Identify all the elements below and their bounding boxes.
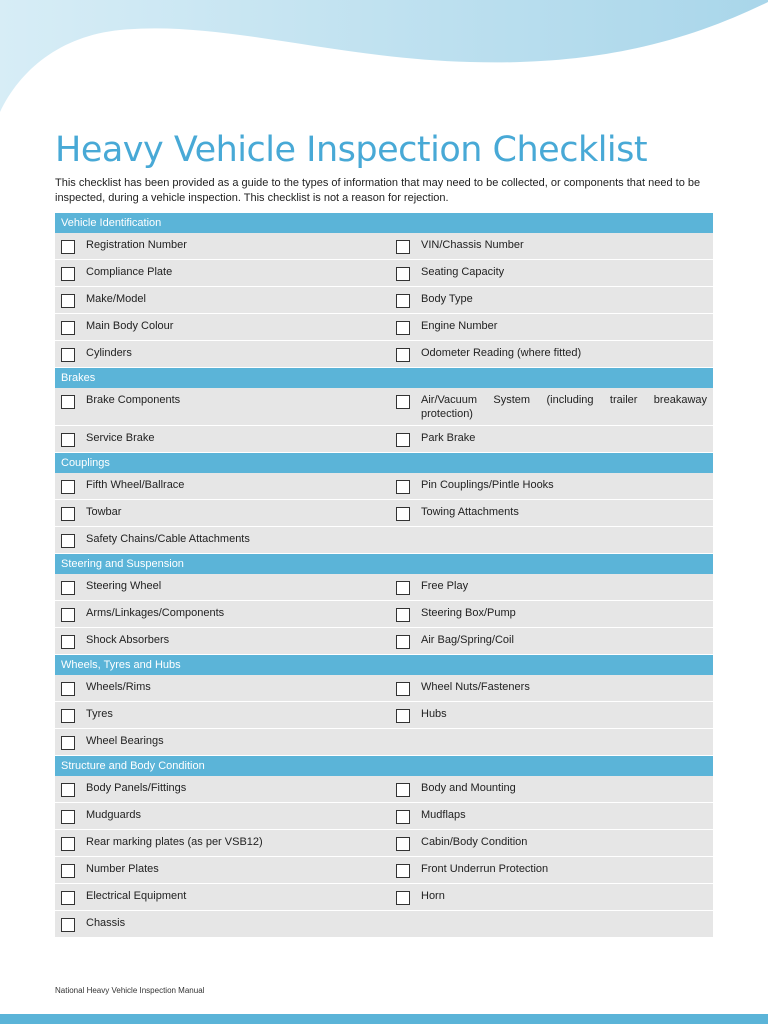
checklist-item-label: Registration Number [86,239,187,251]
checklist-item [390,628,713,654]
checklist-item-label: VIN/Chassis Number [421,239,524,251]
checkbox[interactable] [396,507,410,521]
checklist-item-label: Brake Components [86,394,181,406]
checklist-item [390,803,713,829]
checkbox[interactable] [396,783,410,797]
checkbox[interactable] [61,709,75,723]
checklist-row [55,341,713,368]
checklist-item-label: Compliance Plate [86,266,173,278]
checklist-item [390,527,713,553]
checklist-item-label: Electrical Equipment [86,890,187,902]
checklist-item-label: Cabin/Body Condition [421,836,528,848]
checklist-item [55,803,390,829]
checklist-item-label: Air/Vacuum System (including trailer breakaway protection) [421,394,707,420]
checkbox[interactable] [396,837,410,851]
checklist-item [390,702,713,728]
checkbox[interactable] [396,810,410,824]
checklist-row [55,857,713,884]
checkbox[interactable] [61,240,75,254]
checklist-item [55,857,390,883]
checklist-item [390,675,713,701]
intro-text: This checklist has been provided as a guide to the types of information that may need to be collected, or components that need to be inspected, during a vehicle inspection. This checklist is not a reason for rejection. [55,177,701,204]
checkbox[interactable] [61,918,75,932]
checklist-item [390,729,713,755]
checkbox[interactable] [61,433,75,447]
checklist-item [55,473,390,499]
checkbox[interactable] [396,480,410,494]
checklist-item [390,388,713,425]
checklist-item-label: Cylinders [86,347,132,359]
checklist-item-label: Make/Model [86,293,146,305]
checkbox[interactable] [61,736,75,750]
checklist-row [55,601,713,628]
checklist-row [55,911,713,938]
checklist-row [55,830,713,857]
checklist-item-label: Number Plates [86,863,159,875]
checkbox[interactable] [61,810,75,824]
checkbox[interactable] [61,682,75,696]
checkbox[interactable] [61,294,75,308]
checklist-item-label: Hubs [421,708,447,720]
checklist-item-label: Arms/Linkages/Components [86,607,225,619]
checkbox[interactable] [61,534,75,548]
checklist-item-label: Body Panels/Fittings [86,782,187,794]
checklist-item [390,830,713,856]
section-header: Structure and Body Condition [55,756,713,776]
checklist-item-label: Chassis [86,917,126,929]
checklist-item-label: Park Brake [421,432,476,444]
checklist-row [55,702,713,729]
checklist-item-label: Steering Wheel [86,580,162,592]
checklist-item-label: Wheel Bearings [86,735,164,747]
checkbox[interactable] [396,608,410,622]
checklist-item [55,500,390,526]
checklist-item [390,601,713,627]
checklist-item [55,260,390,286]
checklist-item [55,426,390,452]
checklist-row [55,233,713,260]
footer-text: National Heavy Vehicle Inspection Manual [55,986,205,995]
checklist-item-label: Body and Mounting [421,782,516,794]
checkbox[interactable] [61,395,75,409]
checkbox[interactable] [61,348,75,362]
checklist-item-label: Towing Attachments [421,506,519,518]
checklist-item [390,884,713,910]
checklist-item [55,911,390,937]
checklist-item [55,574,390,600]
checklist-item-label: Seating Capacity [421,266,505,278]
checklist-item [55,776,390,802]
checkbox[interactable] [396,433,410,447]
checklist-item [55,287,390,313]
section-header: Wheels, Tyres and Hubs [55,655,713,675]
checklist-row [55,500,713,527]
checkbox[interactable] [61,507,75,521]
checklist-item-label: Service Brake [86,432,155,444]
checklist-item-label: Engine Number [421,320,498,332]
checklist-item [390,341,713,367]
checkbox[interactable] [396,240,410,254]
checklist-item-label: Steering Box/Pump [421,607,516,619]
checklist-item [390,287,713,313]
checklist-item [390,473,713,499]
checklist-row [55,473,713,500]
checklist-item [55,601,390,627]
checklist-item [390,314,713,340]
checkbox[interactable] [61,891,75,905]
checkbox[interactable] [61,267,75,281]
checkbox[interactable] [396,635,410,649]
checkbox[interactable] [396,267,410,281]
checklist-item [55,830,390,856]
checkbox[interactable] [396,321,410,335]
checklist-item [390,233,713,259]
checkbox[interactable] [396,864,410,878]
checkbox[interactable] [61,480,75,494]
checklist-item [55,675,390,701]
checklist-item [55,314,390,340]
checklist-item [390,500,713,526]
checklist-item-label: Tyres [86,708,113,720]
checklist-item [390,574,713,600]
checklist-item [55,702,390,728]
checklist-row [55,884,713,911]
checklist-row [55,388,713,426]
checkbox[interactable] [396,891,410,905]
checklist-row [55,287,713,314]
footer-bar [0,1014,768,1024]
checklist-item [390,857,713,883]
checkbox[interactable] [396,294,410,308]
checklist-row [55,675,713,702]
checkbox[interactable] [61,321,75,335]
checklist-item-label: Mudguards [86,809,142,821]
checklist-row [55,426,713,453]
checklist-item-label: Rear marking plates (as per VSB12) [86,836,263,848]
checklist-item-label: Main Body Colour [86,320,174,332]
checklist-item-label: Pin Couplings/Pintle Hooks [421,479,554,491]
checklist-item-label: Horn [421,890,445,902]
checkbox[interactable] [396,348,410,362]
checklist-item [390,426,713,452]
inspection-checklist [55,213,713,938]
checkbox[interactable] [61,608,75,622]
checklist-item-label: Mudflaps [421,809,466,821]
checkbox[interactable] [61,635,75,649]
checklist-row [55,260,713,287]
checklist-item-label: Air Bag/Spring/Coil [421,634,514,646]
checklist-item-label: Fifth Wheel/Ballrace [86,479,185,491]
checkbox[interactable] [61,837,75,851]
checklist-row [55,729,713,756]
checklist-item [55,233,390,259]
checkbox[interactable] [396,581,410,595]
checkbox[interactable] [396,682,410,696]
checklist-item-label: Body Type [421,293,473,305]
section-header: Vehicle Identification [55,213,713,233]
page-title: Heavy Vehicle Inspection Checklist [55,130,648,170]
checkbox[interactable] [61,864,75,878]
checklist-row [55,776,713,803]
section-header: Brakes [55,368,713,388]
checklist-row [55,314,713,341]
checklist-item-label: Free Play [421,580,469,592]
checklist-item [390,776,713,802]
checklist-item-label: Towbar [86,506,122,518]
checklist-item [55,341,390,367]
checklist-item [55,388,390,425]
checklist-row [55,527,713,554]
header-wave-graphic [0,0,768,115]
checklist-item-label: Wheel Nuts/Fasteners [421,681,530,693]
checklist-item-label: Odometer Reading (where fitted) [421,347,582,359]
checklist-item-label: Safety Chains/Cable Attachments [86,533,250,545]
checklist-item [390,911,713,937]
checklist-item [390,260,713,286]
checklist-item-label: Shock Absorbers [86,634,170,646]
checklist-item-label: Front Underrun Protection [421,863,549,875]
checklist-row [55,574,713,601]
checklist-item [55,527,390,553]
checklist-item-label: Wheels/Rims [86,681,151,693]
checklist-item [55,729,390,755]
checkbox[interactable] [61,581,75,595]
section-header: Steering and Suspension [55,554,713,574]
checkbox[interactable] [396,395,410,409]
checkbox[interactable] [396,709,410,723]
checklist-row [55,628,713,655]
checklist-item [55,884,390,910]
section-header: Couplings [55,453,713,473]
checklist-row [55,803,713,830]
checklist-item [55,628,390,654]
checkbox[interactable] [61,783,75,797]
